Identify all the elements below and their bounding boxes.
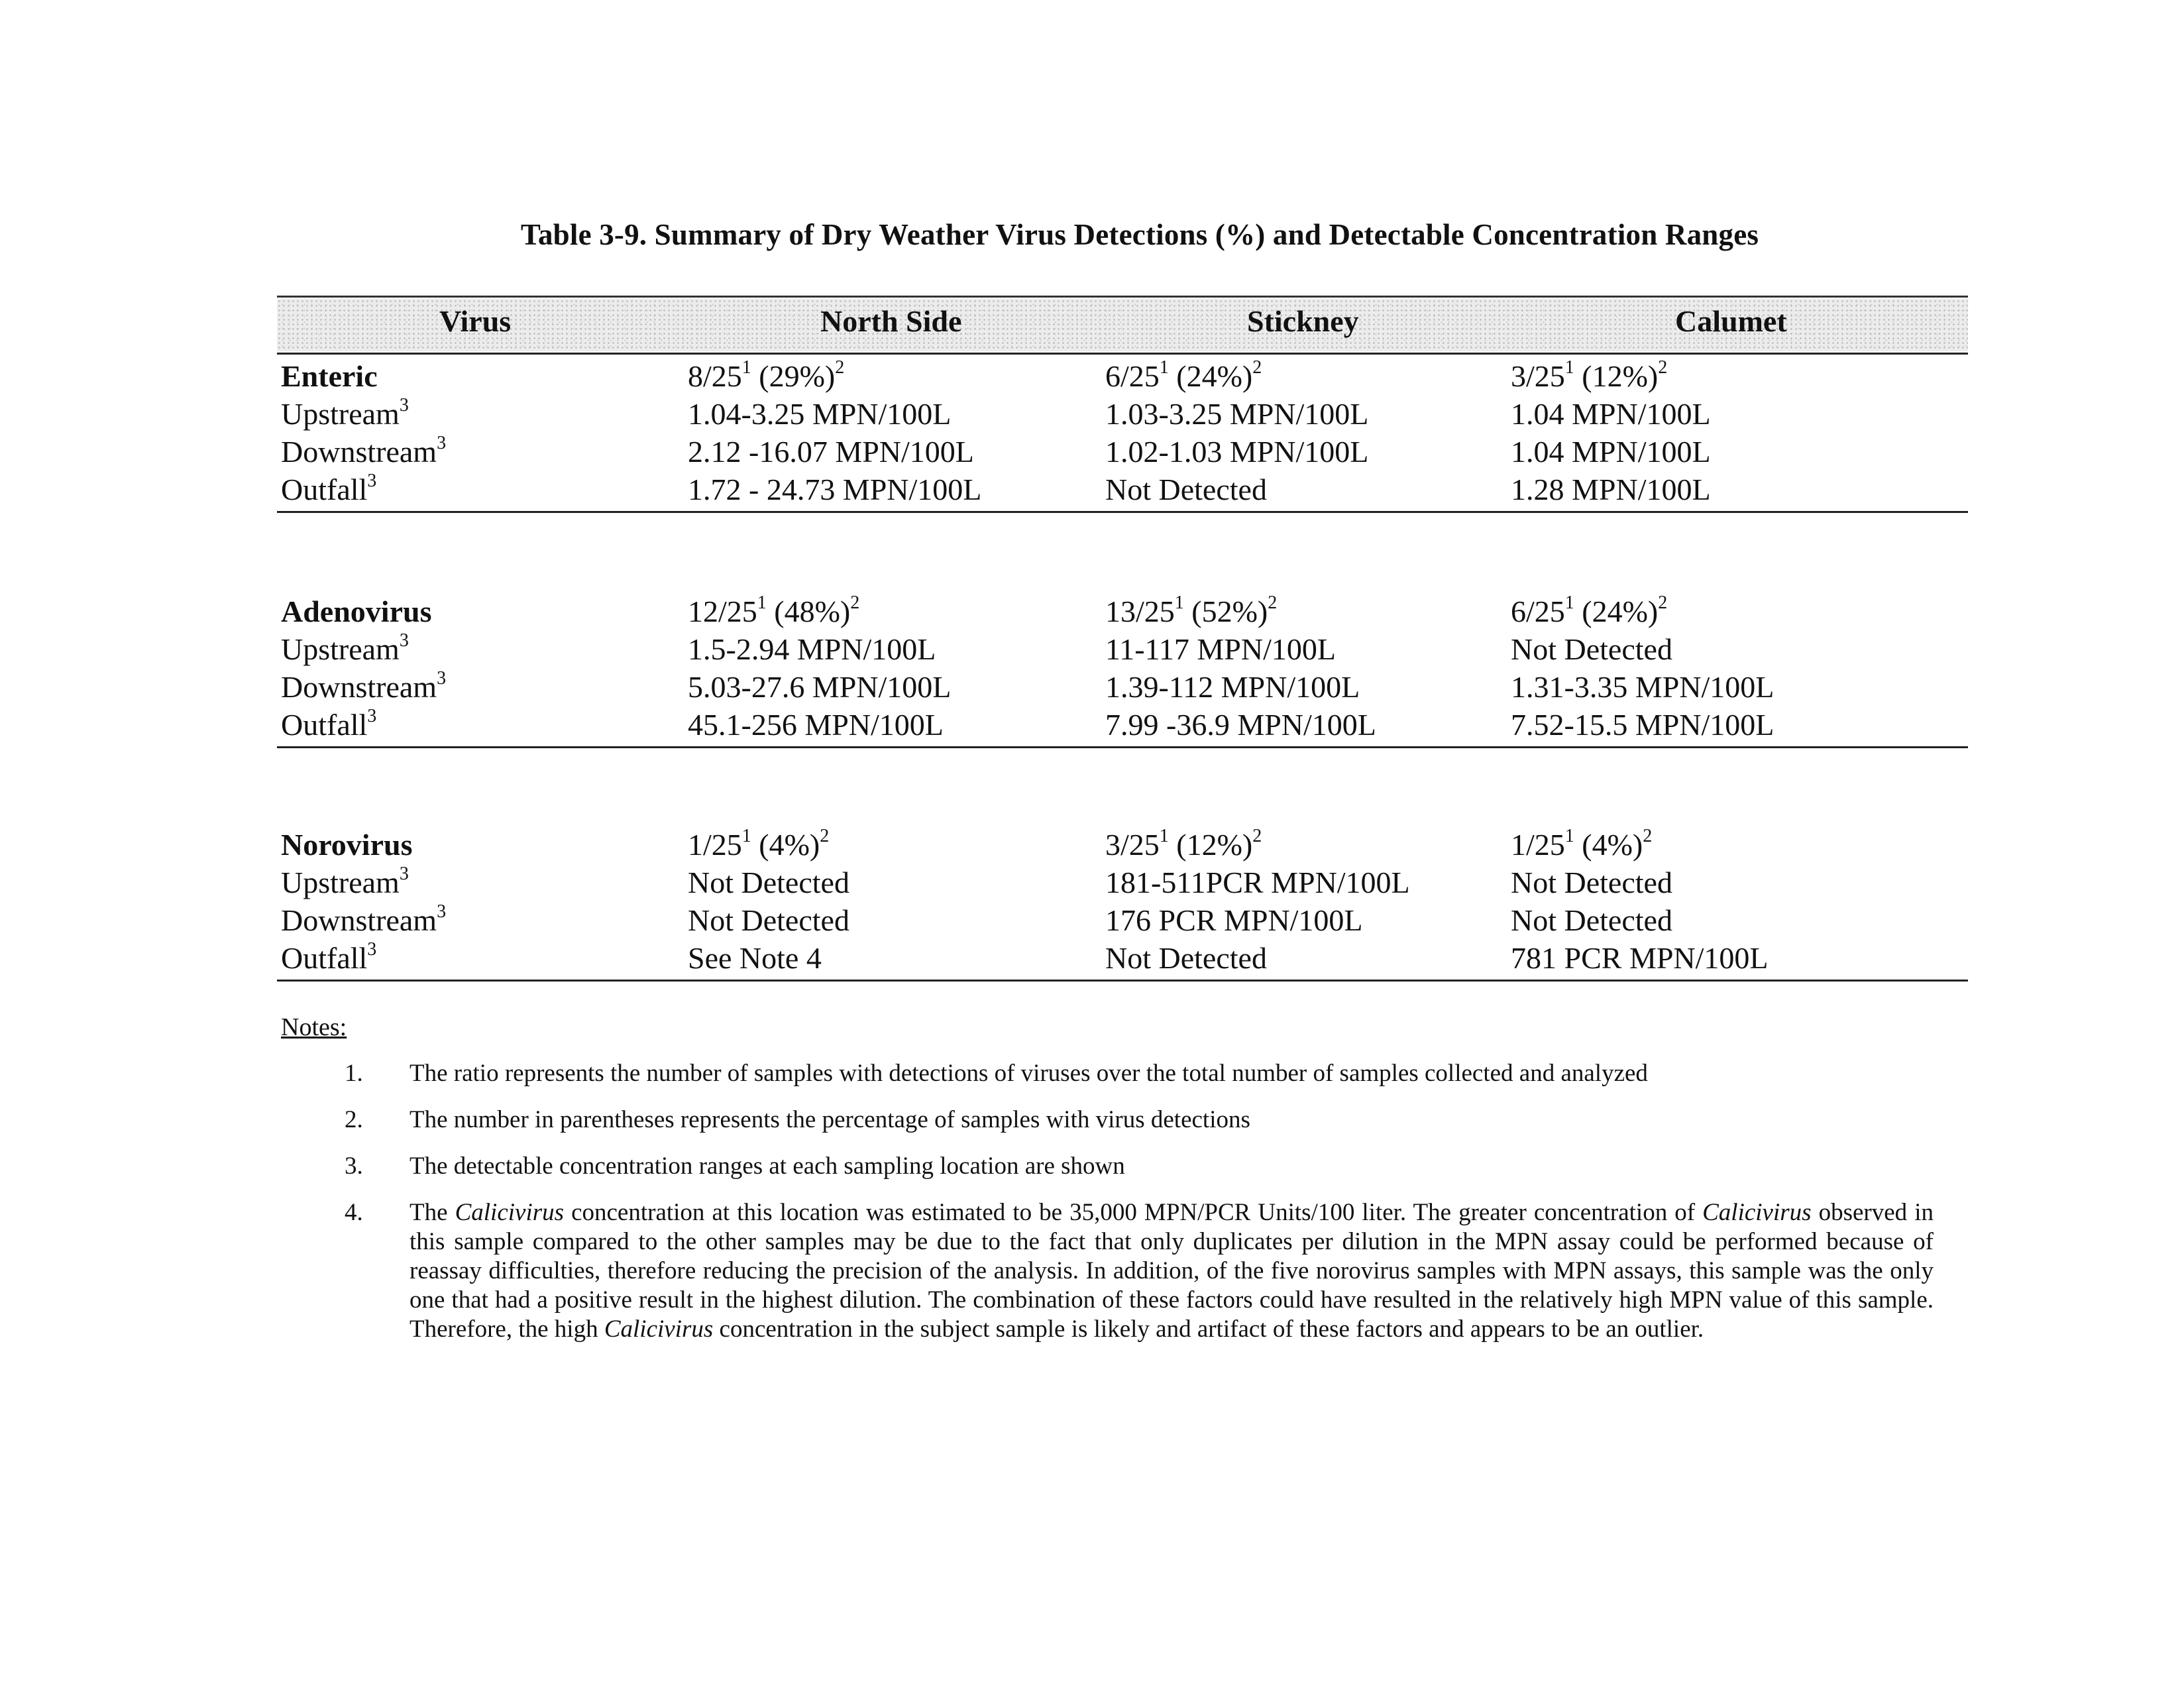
header-north-side: North Side: [820, 304, 962, 338]
stickney-value: 11-117 MPN/100L: [1105, 632, 1336, 666]
calumet-value: 1.04 MPN/100L: [1511, 435, 1711, 469]
stickney-value: 1.02-1.03 MPN/100L: [1105, 435, 1369, 469]
calumet-value: Not Detected: [1511, 632, 1672, 666]
header-stickney: Stickney: [1247, 304, 1359, 338]
calumet-value: 1.31-3.35 MPN/100L: [1511, 670, 1774, 704]
calumet-value: Not Detected: [1511, 903, 1672, 937]
stickney-value: 176 PCR MPN/100L: [1105, 903, 1363, 937]
table-row: [277, 395, 1968, 433]
note-text-calicivirus: The Calicivirus concentration at this location was estimated to be 35,000 MPN/PCR Units/100 liter. The greater concentration of Calicivirus observed in this sample compared to the other samples may be due to the fact that only duplicates per dilution in the MPN assay could be performed because of reassay difficulties, therefore reducing the precision of the analysis. In addition, of the five norovirus samples with MPN assays, this sample was the only one that had a positive result in the highest dilution. The combination of these factors could have resulted in the relatively high MPN value of this sample. Therefore, the high Calicivirus concentration in the subject sample is likely and artifact of these factors and appears to be an outlier.: [410, 1199, 1934, 1343]
calumet-summary: $6/25^1$ $(24\%)^2$: [1511, 592, 1668, 628]
calumet-value: 781 PCR MPN/100L: [1511, 941, 1769, 975]
virus-name: Norovirus: [281, 828, 413, 862]
stickney-summary: $13/25^1$ $(52\%)^2$: [1105, 592, 1278, 628]
north-side-summary: $12/25^1$ $(48\%)^2$: [688, 592, 860, 628]
table-row: [277, 433, 1968, 471]
note-number: 2.: [345, 1106, 363, 1133]
table-top-rule: [277, 296, 1968, 298]
table-row: [277, 668, 1968, 706]
north-side-value: Not Detected: [688, 866, 849, 899]
location-label: Downstream$^3$: [281, 667, 447, 704]
calumet-value: 1.28 MPN/100L: [1511, 473, 1711, 506]
table-row: [277, 706, 1968, 744]
north-side-value: 2.12 -16.07 MPN/100L: [688, 435, 974, 469]
table-row-summary: [277, 357, 1968, 395]
stickney-value: 1.39-112 MPN/100L: [1105, 670, 1360, 704]
virus-name: Adenovirus: [281, 594, 432, 628]
north-side-value: Not Detected: [688, 903, 849, 937]
stickney-value: 1.03-3.25 MPN/100L: [1105, 397, 1369, 431]
header-calumet: Calumet: [1675, 304, 1787, 338]
stickney-value: Not Detected: [1105, 473, 1267, 506]
north-side-value: 1.5-2.94 MPN/100L: [688, 632, 936, 666]
table-row-summary: [277, 592, 1968, 630]
north-side-value: 1.04-3.25 MPN/100L: [688, 397, 952, 431]
note-text: The ratio represents the number of samples with detections of viruses over the total number of samples collected and analyzed: [410, 1060, 1648, 1087]
north-side-value: See Note 4: [688, 941, 822, 975]
north-side-summary: $8/25^1$ $(29\%)^2$: [688, 357, 845, 393]
stickney-summary: $6/25^1$ $(24\%)^2$: [1105, 357, 1262, 393]
calumet-value: 1.04 MPN/100L: [1511, 397, 1711, 431]
header-virus: Virus: [439, 304, 512, 338]
table-title: Table 3-9. Summary of Dry Weather Virus Detections (%) and Detectable Concentration Ranges: [520, 218, 1759, 251]
calumet-value: Not Detected: [1511, 866, 1672, 899]
group-bottom-rule: [277, 980, 1968, 982]
note-number: 1.: [345, 1060, 363, 1087]
calumet-summary: $1/25^1$ $(4\%)^2$: [1511, 825, 1653, 862]
location-label: Upstream$^3$: [281, 394, 409, 431]
group-bottom-rule: [277, 511, 1968, 513]
location-label: Outfall$^3$: [281, 705, 377, 742]
table-row: [277, 939, 1968, 977]
virus-name: Enteric: [281, 359, 378, 393]
group-bottom-rule: [277, 746, 1968, 748]
note-text: The number in parentheses represents the percentage of samples with virus detections: [410, 1106, 1250, 1133]
location-label: Downstream$^3$: [281, 901, 447, 937]
note-number: 4.: [345, 1199, 363, 1226]
calumet-value: 7.52-15.5 MPN/100L: [1511, 708, 1774, 742]
location-label: Outfall$^3$: [281, 470, 377, 506]
table-row: [277, 471, 1968, 508]
stickney-value: Not Detected: [1105, 941, 1267, 975]
table-row: [277, 864, 1968, 901]
table-row-summary: [277, 826, 1968, 864]
note-text: The detectable concentration ranges at each sampling location are shown: [410, 1153, 1125, 1180]
north-side-summary: $1/25^1$ $(4\%)^2$: [688, 825, 830, 862]
location-label: Upstream$^3$: [281, 630, 409, 666]
location-label: Outfall$^3$: [281, 938, 377, 975]
table-row: [277, 630, 1968, 668]
stickney-value: 7.99 -36.9 MPN/100L: [1105, 708, 1376, 742]
note-number: 3.: [345, 1153, 363, 1180]
location-label: Upstream$^3$: [281, 863, 409, 899]
table-header-rule: [277, 353, 1968, 355]
north-side-value: 5.03-27.6 MPN/100L: [688, 670, 952, 704]
notes-heading: Notes:: [281, 1013, 347, 1041]
stickney-value: 181-511PCR MPN/100L: [1105, 866, 1410, 899]
location-label: Downstream$^3$: [281, 432, 447, 469]
calumet-summary: $3/25^1$ $(12\%)^2$: [1511, 357, 1668, 393]
north-side-value: 45.1-256 MPN/100L: [688, 708, 944, 742]
north-side-value: 1.72 - 24.73 MPN/100L: [688, 473, 982, 506]
table-row: [277, 901, 1968, 939]
stickney-summary: $3/25^1$ $(12\%)^2$: [1105, 825, 1262, 862]
